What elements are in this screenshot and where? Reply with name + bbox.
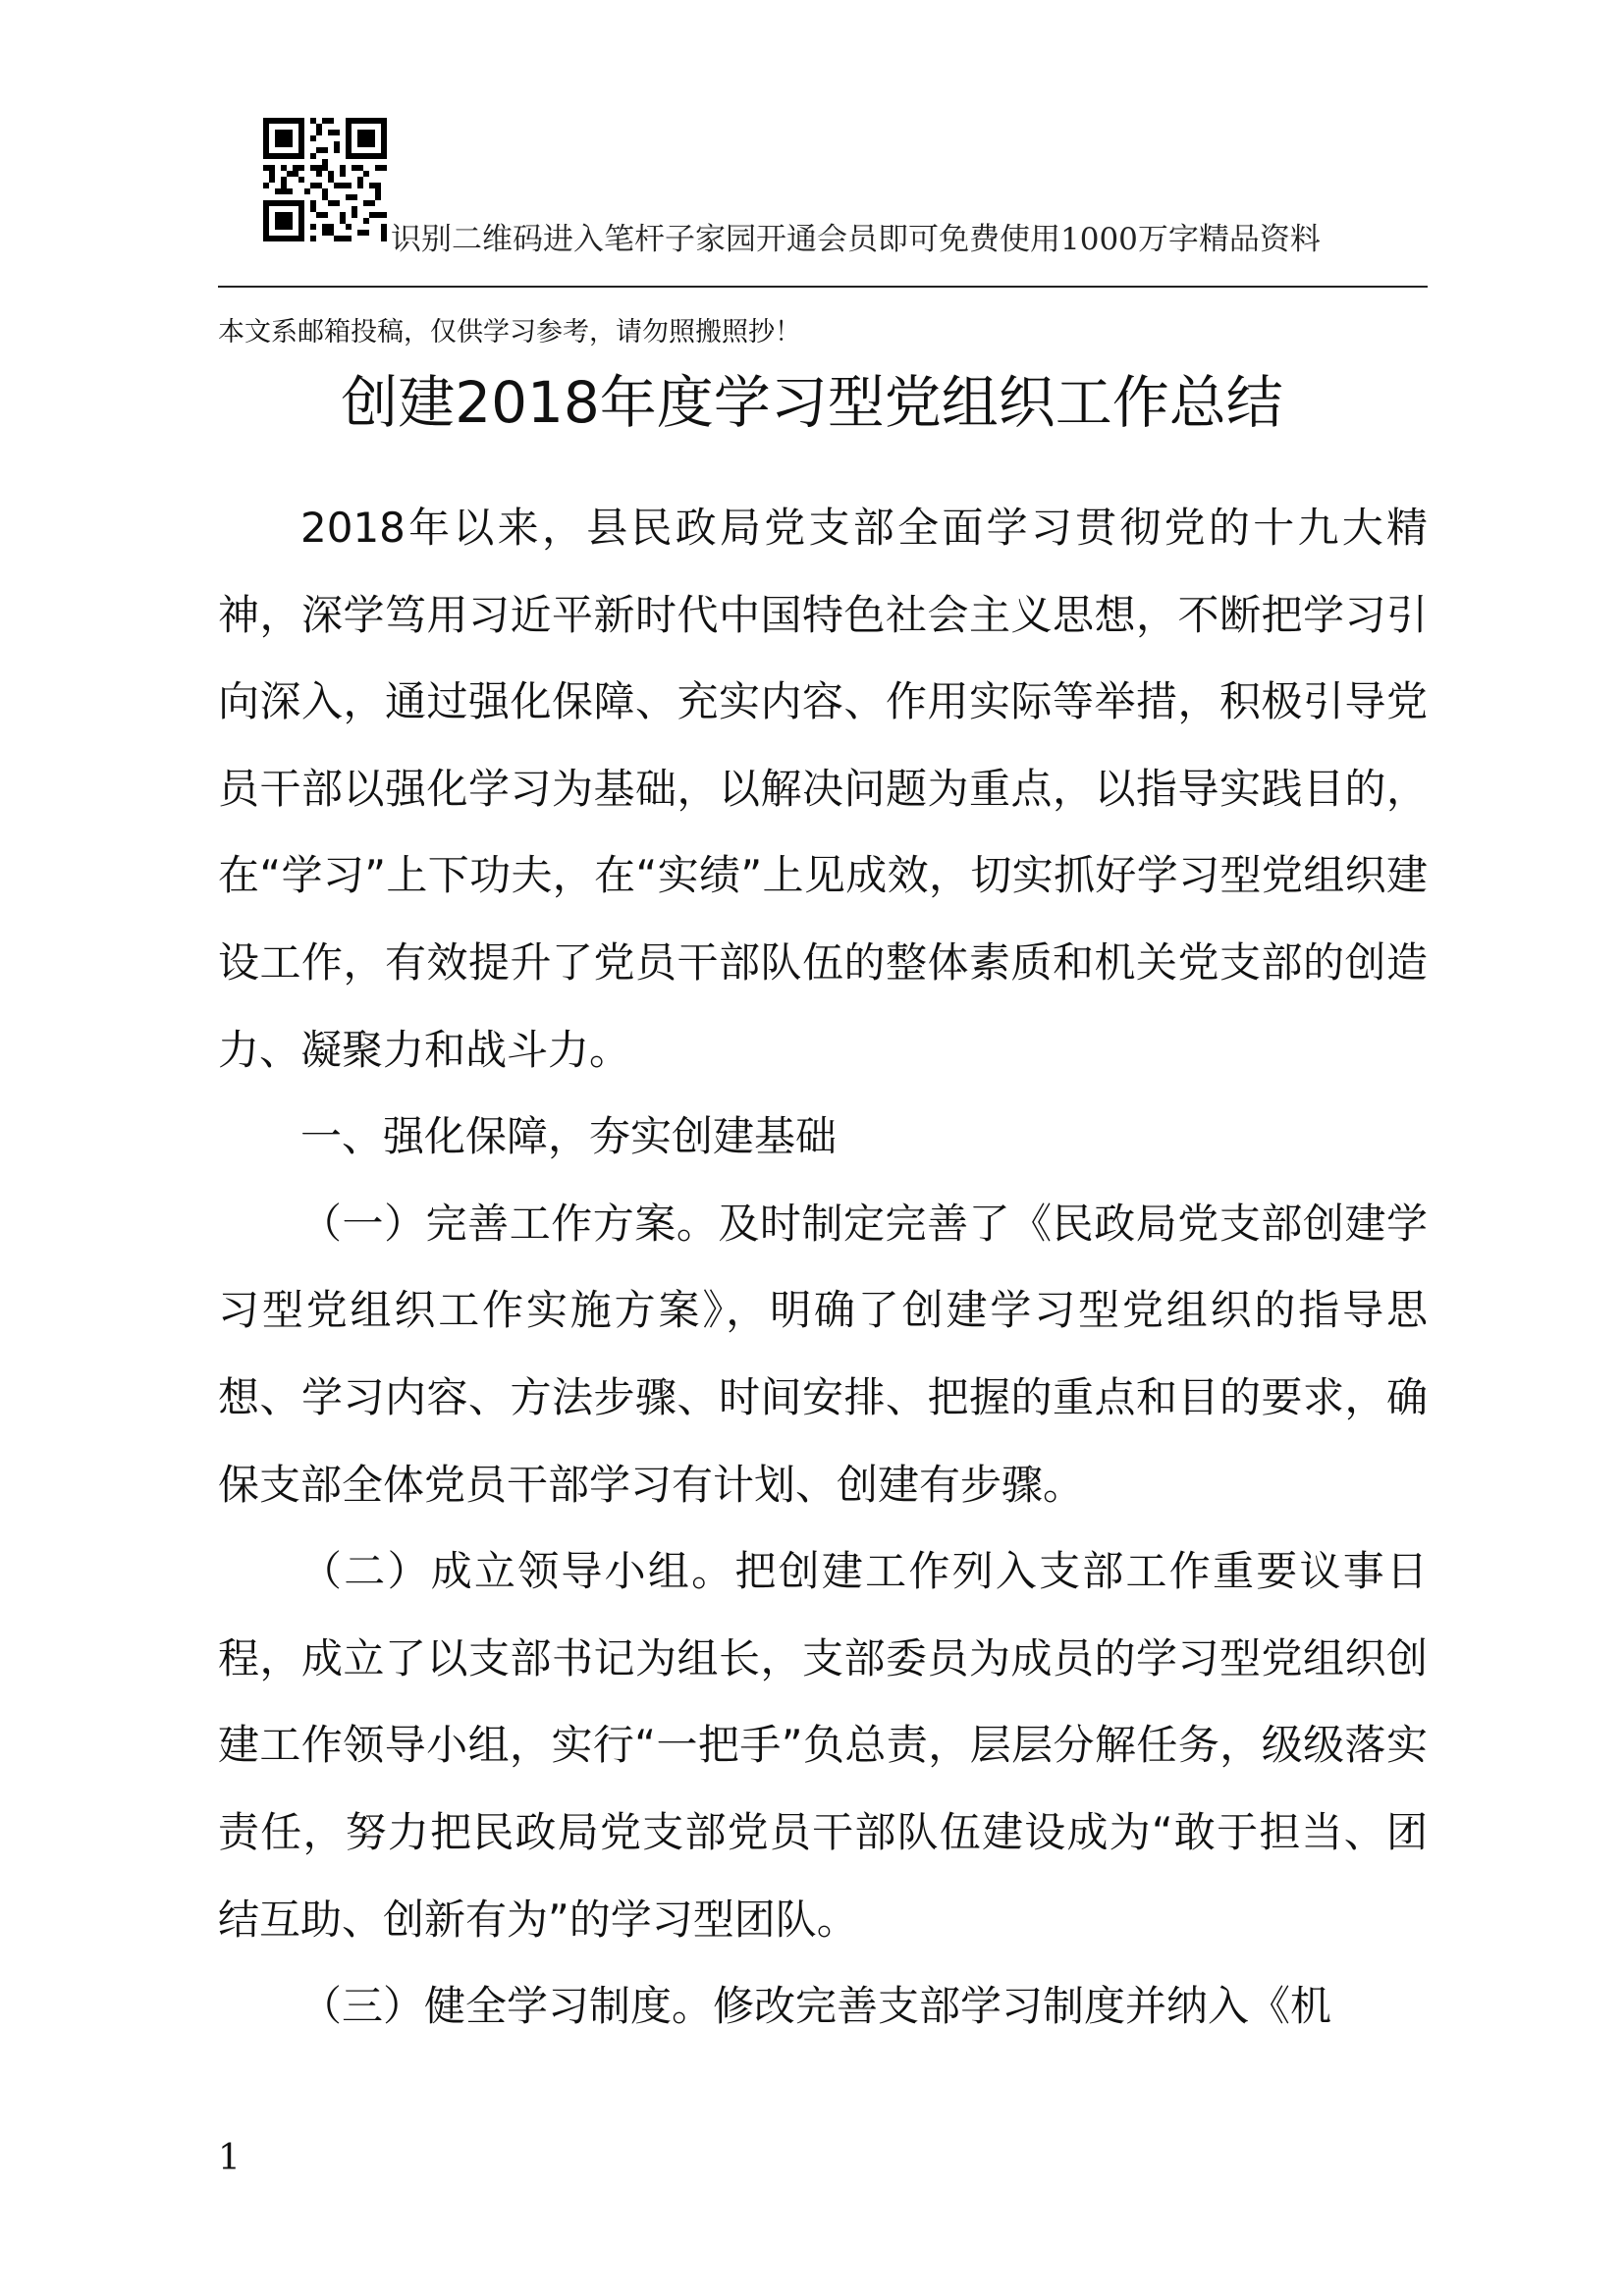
section-heading: 一、强化保障，夯实创建基础 <box>300 1112 838 1161</box>
qr-code-icon <box>263 118 387 241</box>
intro-paragraph: 2018年以来，县民政局党支部全面学习贯彻党的十九大精神，深学笃用习近平新时代中国特色社会主义思想，不断把学习引向深入，通过强化保障、充实内容、作用实际等举措，积极引导党员干部以强化学习为基础，以解决问题为重点，以指导实践目的，在“学习”上下功夫，在“实绩”上见成效，切实抓好学习型党组织建设工作，有效提升了党员干部队伍的整体素质和机关党支部的创造力、凝聚力和战斗力。 <box>218 504 1428 1074</box>
disclaimer-text: 本文系邮箱投稿，仅供学习参考，请勿照搬照抄！ <box>218 317 801 347</box>
header-promo-text: 识别二维码进入笔杆子家园开通会员即可免费使用1000万字精品资料 <box>391 222 1321 257</box>
page-number: 1 <box>218 2138 241 2178</box>
body-paragraph: （三）健全学习制度。修改完善支部学习制度并纳入《机 <box>300 1982 1332 2031</box>
body-paragraph: （一）完善工作方案。及时制定完善了《民政局党支部创建学习型党组织工作实施方案》，明确了创建学习型党组织的指导思想、学习内容、方法步骤、时间安排、把握的重点和目的要求，确保支部全体党员干部学习有计划、创建有步骤。 <box>218 1199 1428 1509</box>
header-divider <box>218 286 1428 288</box>
document-body <box>218 485 1428 2051</box>
document-title: 创建2018年度学习型党组织工作总结 <box>341 369 1283 436</box>
body-paragraph: （二）成立领导小组。把创建工作列入支部工作重要议事日程，成立了以支部书记为组长，支部委员为成员的学习型党组织创建工作领导小组，实行“一把手”负总责，层层分解任务，级级落实责任，努力把民政局党支部党员干部队伍建设成为“敢于担当、团结互助、创新有为”的学习型团队。 <box>218 1547 1428 1944</box>
